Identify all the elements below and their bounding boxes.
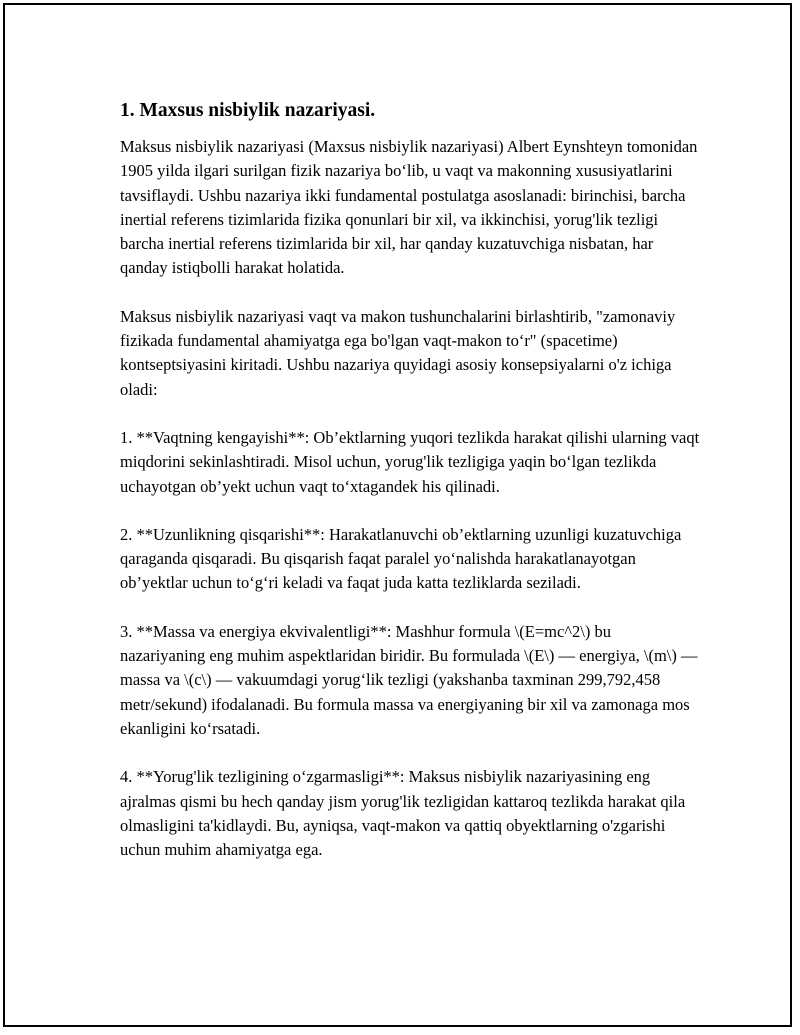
document-body xyxy=(120,97,700,886)
intro-paragraph: Maksus nisbiylik nazariyasi (Maxsus nisbiylik nazariyasi) Albert Eynshteyn tomonidan 1905 yilda ilgari surilgan fizik nazariya bo‘lib, u vaqt va makonning xususiyatlarini tavsiflaydi. Ushbu nazariya ikki fundamental postulatga asoslanadi: birinchisi, barcha inertial referens tizimlarida fizika qonunlari bir xil, va ikkinchisi, yorug'lik tezligi barcha inertial referens tizimlarida bir xil, har qanday kuzatuvchiga nisbatan, har qanday istiqbolli harakat holatida. xyxy=(120,137,698,278)
time-dilation-paragraph: 1. **Vaqtning kengayishi**: Ob’ektlarning yuqori tezlikda harakat qilishi ularning vaqt miqdorini sekinlashtiradi. Misol uchun, yorug'lik tezligiga yaqin bo‘lgan tezlikda uchayotgan ob’yekt uchun vaqt to‘xtagandek his qilinadi. xyxy=(120,427,700,496)
length-contraction-paragraph: 2. **Uzunlikning qisqarishi**: Harakatlanuvchi ob’ektlarning uzunligi kuzatuvchiga qaraganda qisqaradi. Bu qisqarish faqat paralel yo‘nalishda harakatlanayotgan ob’yektlar uchun to‘g‘ri keladi va faqat juda katta tezliklarda seziladi. xyxy=(120,524,682,593)
speed-of-light-paragraph: 4. **Yorug'lik tezligining o‘zgarmasligi**: Maksus nisbiylik nazariyasining eng ajralmas qismi bu hech qanday jism yorug'lik tezligidan kattaroq tezlikda harakat qila olmasligini ta'kidlaydi. Bu, ayniqsa, vaqt-makon va qattiq obyektlarning o'zgarishi uchun muhim ahamiyatga ega. xyxy=(120,767,686,860)
spacetime-paragraph: Maksus nisbiylik nazariyasi vaqt va makon tushunchalarini birlashtirib, "zamonaviy fizikada fundamental ahamiyatga ega bo'lgan vaqt-makon to‘r" (spacetime) kontseptsiyasini kiritadi. Ushbu nazariya quyidagi asosiy konsepsiyalarni o'z ichiga oladi: xyxy=(120,306,676,399)
document-page xyxy=(3,3,792,1027)
section-heading: 1. Maxsus nisbiylik nazariyasi. xyxy=(120,100,376,121)
mass-energy-paragraph: 3. **Massa va energiya ekvivalentligi**: Mashhur formula \(E=mc^2\) bu nazariyaning eng muhim aspektlaridan biridir. Bu formulada \(E\) — energiya, \(m\) — massa va \(c\) — vakuumdagi yorug‘lik tezligi (yakshanba taxminan 299,792,458 metr/sekund) ifodalanadi. Bu formula massa va energiyaning bir xil va zamonaga mos ekanligini ko‘rsatadi. xyxy=(120,621,698,738)
